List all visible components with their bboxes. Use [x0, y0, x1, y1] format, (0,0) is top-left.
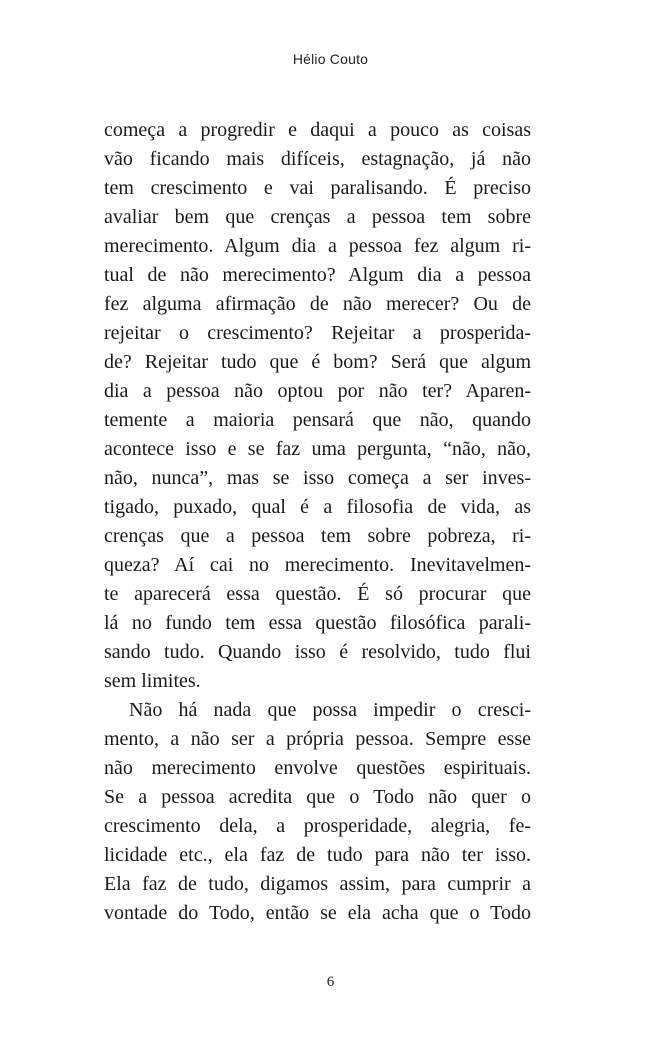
text-line: tigado, puxado, qual é a filosofia de vida, as: [104, 496, 531, 518]
text-line: vontade do Todo, então se ela acha que o Todo: [104, 902, 531, 924]
page-number: 6: [326, 974, 335, 990]
text-line: acontece isso e se faz uma pergunta, “não, não,: [104, 438, 531, 460]
paragraph-2: [104, 696, 531, 928]
text-line: não, nunca”, mas se isso começa a ser inves-: [104, 467, 531, 489]
text-line: sando tudo. Quando isso é resolvido, tudo flui: [104, 641, 531, 663]
text-line: tem crescimento e vai paralisando. É preciso: [104, 177, 531, 199]
text-line: temente a maioria pensará que não, quando: [104, 409, 531, 431]
text-line: queza? Aí cai no merecimento. Inevitavelmen-: [104, 554, 531, 576]
paragraph-1: [104, 116, 531, 696]
text-line: crenças que a pessoa tem sobre pobreza, ri-: [104, 525, 531, 547]
text-line: não merecimento envolve questões espirituais.: [104, 757, 531, 779]
text-line: crescimento dela, a prosperidade, alegria, fe-: [104, 815, 531, 837]
running-header-author: Hélio Couto: [292, 51, 369, 67]
text-line: rejeitar o crescimento? Rejeitar a prosperida-: [104, 322, 531, 344]
text-line: vão ficando mais difíceis, estagnação, já não: [104, 148, 531, 170]
text-line: começa a progredir e daqui a pouco as coisas: [104, 119, 531, 141]
text-line: licidade etc., ela faz de tudo para não ter isso.: [104, 844, 531, 866]
text-line: mento, a não ser a própria pessoa. Sempre esse: [104, 728, 531, 750]
text-line: Ela faz de tudo, digamos assim, para cumprir a: [104, 873, 531, 895]
text-line: avaliar bem que crenças a pessoa tem sobre: [104, 206, 531, 228]
text-line: de? Rejeitar tudo que é bom? Será que algum: [104, 351, 531, 373]
text-line: Não há nada que possa impedir o cresci-: [129, 699, 531, 721]
body-text: [104, 116, 531, 928]
text-line: fez alguma afirmação de não merecer? Ou de: [104, 293, 531, 315]
text-line: te aparecerá essa questão. É só procurar que: [104, 583, 531, 605]
text-line: lá no fundo tem essa questão filosófica parali-: [104, 612, 531, 634]
text-line: sem limites.: [104, 670, 201, 692]
text-line: dia a pessoa não optou por não ter? Aparen-: [104, 380, 531, 402]
text-line: merecimento. Algum dia a pessoa fez algum ri-: [104, 235, 531, 257]
text-line: tual de não merecimento? Algum dia a pessoa: [104, 264, 531, 286]
text-line: Se a pessoa acredita que o Todo não quer o: [104, 786, 531, 808]
